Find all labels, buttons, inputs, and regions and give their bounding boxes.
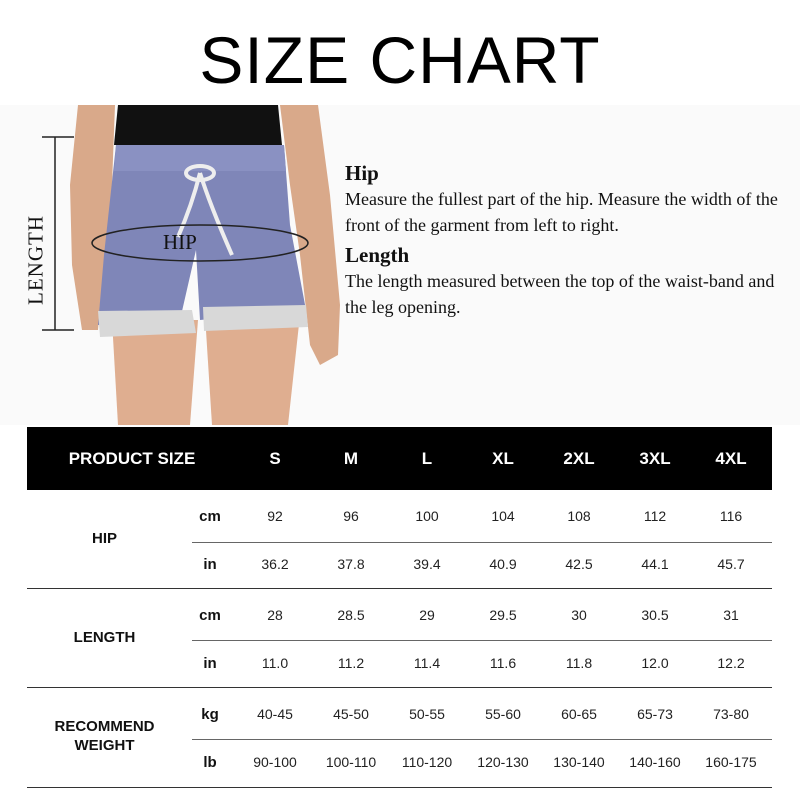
table-cell: 30.5 [641, 607, 669, 623]
table-cell: 37.8 [337, 556, 365, 572]
table-cell: 12.2 [717, 655, 745, 671]
table-cell: 140-160 [629, 754, 681, 770]
table-cell: 11.8 [565, 655, 593, 671]
group-label-hip: HIP [91, 530, 117, 547]
header-label: PRODUCT SIZE [68, 449, 196, 468]
table-cell: 60-65 [561, 706, 597, 722]
size-header: M [343, 449, 359, 468]
table-cell: 30 [571, 607, 587, 623]
size-header: 3XL [639, 449, 671, 468]
table-cell: 31 [723, 607, 739, 623]
table-cell: 104 [491, 508, 515, 524]
table-cell: 36.2 [261, 556, 289, 572]
table-cell: 12.0 [641, 655, 669, 671]
group-divider [27, 787, 772, 788]
unit-label: cm [199, 508, 221, 525]
table-cell: 11.6 [489, 655, 517, 671]
table-cell: 116 [719, 508, 743, 524]
table-cell: 45-50 [333, 706, 369, 722]
length-heading: Length [345, 243, 410, 267]
size-header: L [421, 449, 433, 468]
table-row [27, 591, 772, 640]
table-cell: 40-45 [257, 706, 293, 722]
table-row [27, 492, 772, 541]
unit-label: in [203, 556, 217, 573]
group-divider [27, 687, 772, 688]
hip-label: HIP [163, 230, 197, 254]
table-cell: 50-55 [409, 706, 445, 722]
group-label-length: LENGTH [73, 629, 136, 646]
table-cell: 112 [643, 508, 667, 524]
table-cell: 110-120 [401, 754, 453, 770]
length-label: LENGTH [23, 215, 48, 305]
table-header [27, 427, 772, 490]
table-row [27, 639, 772, 688]
unit-label: cm [199, 607, 221, 624]
hip-heading: Hip [345, 161, 379, 185]
table-row [27, 540, 772, 589]
size-header: S [269, 449, 281, 468]
table-cell: 73-80 [713, 706, 749, 722]
table-cell: 100-110 [325, 754, 377, 770]
table-cell: 40.9 [489, 556, 517, 572]
table-cell: 96 [343, 508, 359, 524]
table-cell: 120-130 [477, 754, 529, 770]
unit-label: lb [203, 754, 217, 771]
unit-label: kg [201, 706, 219, 723]
size-table [27, 427, 772, 771]
table-cell: 90-100 [253, 754, 297, 770]
table-cell: 11.2 [337, 655, 365, 671]
size-header: XL [492, 449, 514, 468]
measurement-description [345, 160, 785, 324]
table-cell: 29.5 [489, 607, 517, 623]
unit-label: in [203, 655, 217, 672]
table-cell: 39.4 [413, 556, 441, 572]
table-cell: 45.7 [717, 556, 745, 572]
length-text: The length measured between the top of the waist-band and the leg opening. [345, 271, 775, 317]
size-header: 2XL [563, 449, 595, 468]
table-cell: 108 [567, 508, 591, 524]
group-divider [27, 588, 772, 589]
table-cell: 11.4 [413, 655, 441, 671]
hip-text: Measure the fullest part of the hip. Measure the width of the front of the garment from left to right. [345, 189, 778, 235]
table-cell: 44.1 [641, 556, 669, 572]
table-cell: 42.5 [565, 556, 593, 572]
group-label-weight: RECOMMEND WEIGHT [54, 718, 155, 754]
table-cell: 160-175 [705, 754, 757, 770]
table-cell: 130-140 [553, 754, 605, 770]
table-cell: 29 [419, 607, 435, 623]
page-title: SIZE CHART [199, 23, 601, 97]
table-row [27, 738, 772, 787]
table-cell: 92 [267, 508, 283, 524]
table-row [27, 690, 772, 739]
size-header: 4XL [715, 449, 747, 468]
table-cell: 28 [267, 607, 283, 623]
table-cell: 28.5 [337, 607, 365, 623]
table-cell: 11.0 [261, 655, 289, 671]
table-cell: 55-60 [485, 706, 521, 722]
table-cell: 65-73 [637, 706, 673, 722]
table-cell: 100 [415, 508, 439, 524]
